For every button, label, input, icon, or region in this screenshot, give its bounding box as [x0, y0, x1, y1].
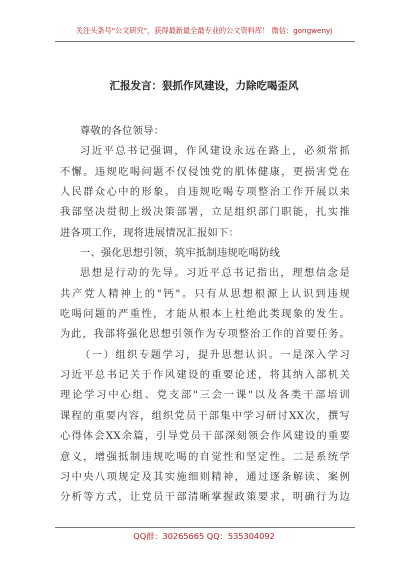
paragraph-line: 人民群众心中的形象。自违规吃喝专项整治工作开展以来	[60, 187, 350, 199]
paragraph-line: 不懈。违规吃喝问题不仅侵蚀党的肌体健康，更损害党在	[60, 166, 350, 178]
footer-divider	[55, 527, 355, 528]
paragraph-line: 习近平总书记关于作风建设的重要论述，将其纳入部机关	[60, 370, 350, 382]
paragraph-line: 习中央八项规定及其实施细则精神，通过逐条解读、案例	[60, 471, 350, 483]
paragraph-line: 分析等方式，让党员干部清晰掌握政策要求，明确行为边	[60, 492, 350, 504]
document-title: 汇报发言：狠抓作风建设，力除吃喝歪风	[109, 80, 299, 92]
footer-contact: QQ群：30265665 QQ：535304092	[133, 531, 275, 541]
paragraph-line: 思想是行动的先导。习近平总书记指出，理想信念是	[80, 268, 350, 280]
section-heading: 一、强化思想引领，筑牢抵制违规吃喝防线	[80, 248, 281, 260]
paragraph-line: 习近平总书记强调，作风建设永远在路上，必须常抓	[80, 146, 350, 158]
paragraph-line: 为此，我部将强化思想引领作为专项整治工作的首要任务。	[60, 329, 350, 341]
paragraph-line: 共产党人精神上的"钙"。只有从思想根源上认识到违规	[60, 288, 350, 300]
paragraph-line: 进各项工作，现将进展情况汇报如下：	[60, 227, 240, 239]
paragraph-line: 吃喝问题的严重性，才能从根本上杜绝此类现象的发生。	[60, 309, 350, 321]
subsection-line: （一）组织专题学习，提升思想认识。一是深入学习	[80, 349, 350, 361]
paragraph-line: 意义，增强抵制违规吃喝的自觉性和坚定性。二是系统学	[60, 451, 350, 463]
header-divider	[55, 41, 355, 42]
paragraph-line: 课程的重要内容，组织党员干部集中学习研讨XX次，撰写	[60, 410, 350, 422]
document-body	[60, 122, 350, 509]
paragraph-line: 理论学习中心组、党支部"三会一课"以及各类干部培训	[60, 390, 350, 402]
paragraph-line: 我部坚决贯彻上级决策部署，立足组织部门职能，扎实推	[60, 207, 350, 219]
salutation-line: 尊敬的各位领导：	[80, 126, 165, 137]
paragraph-line: 心得体会XX余篇，引导党员干部深刻领会作风建设的重要	[60, 431, 350, 443]
header-note: 关注头条号"公文研究"，获得最新最全最专业的公文资料库！ 微信：gongwenyj	[75, 26, 333, 35]
